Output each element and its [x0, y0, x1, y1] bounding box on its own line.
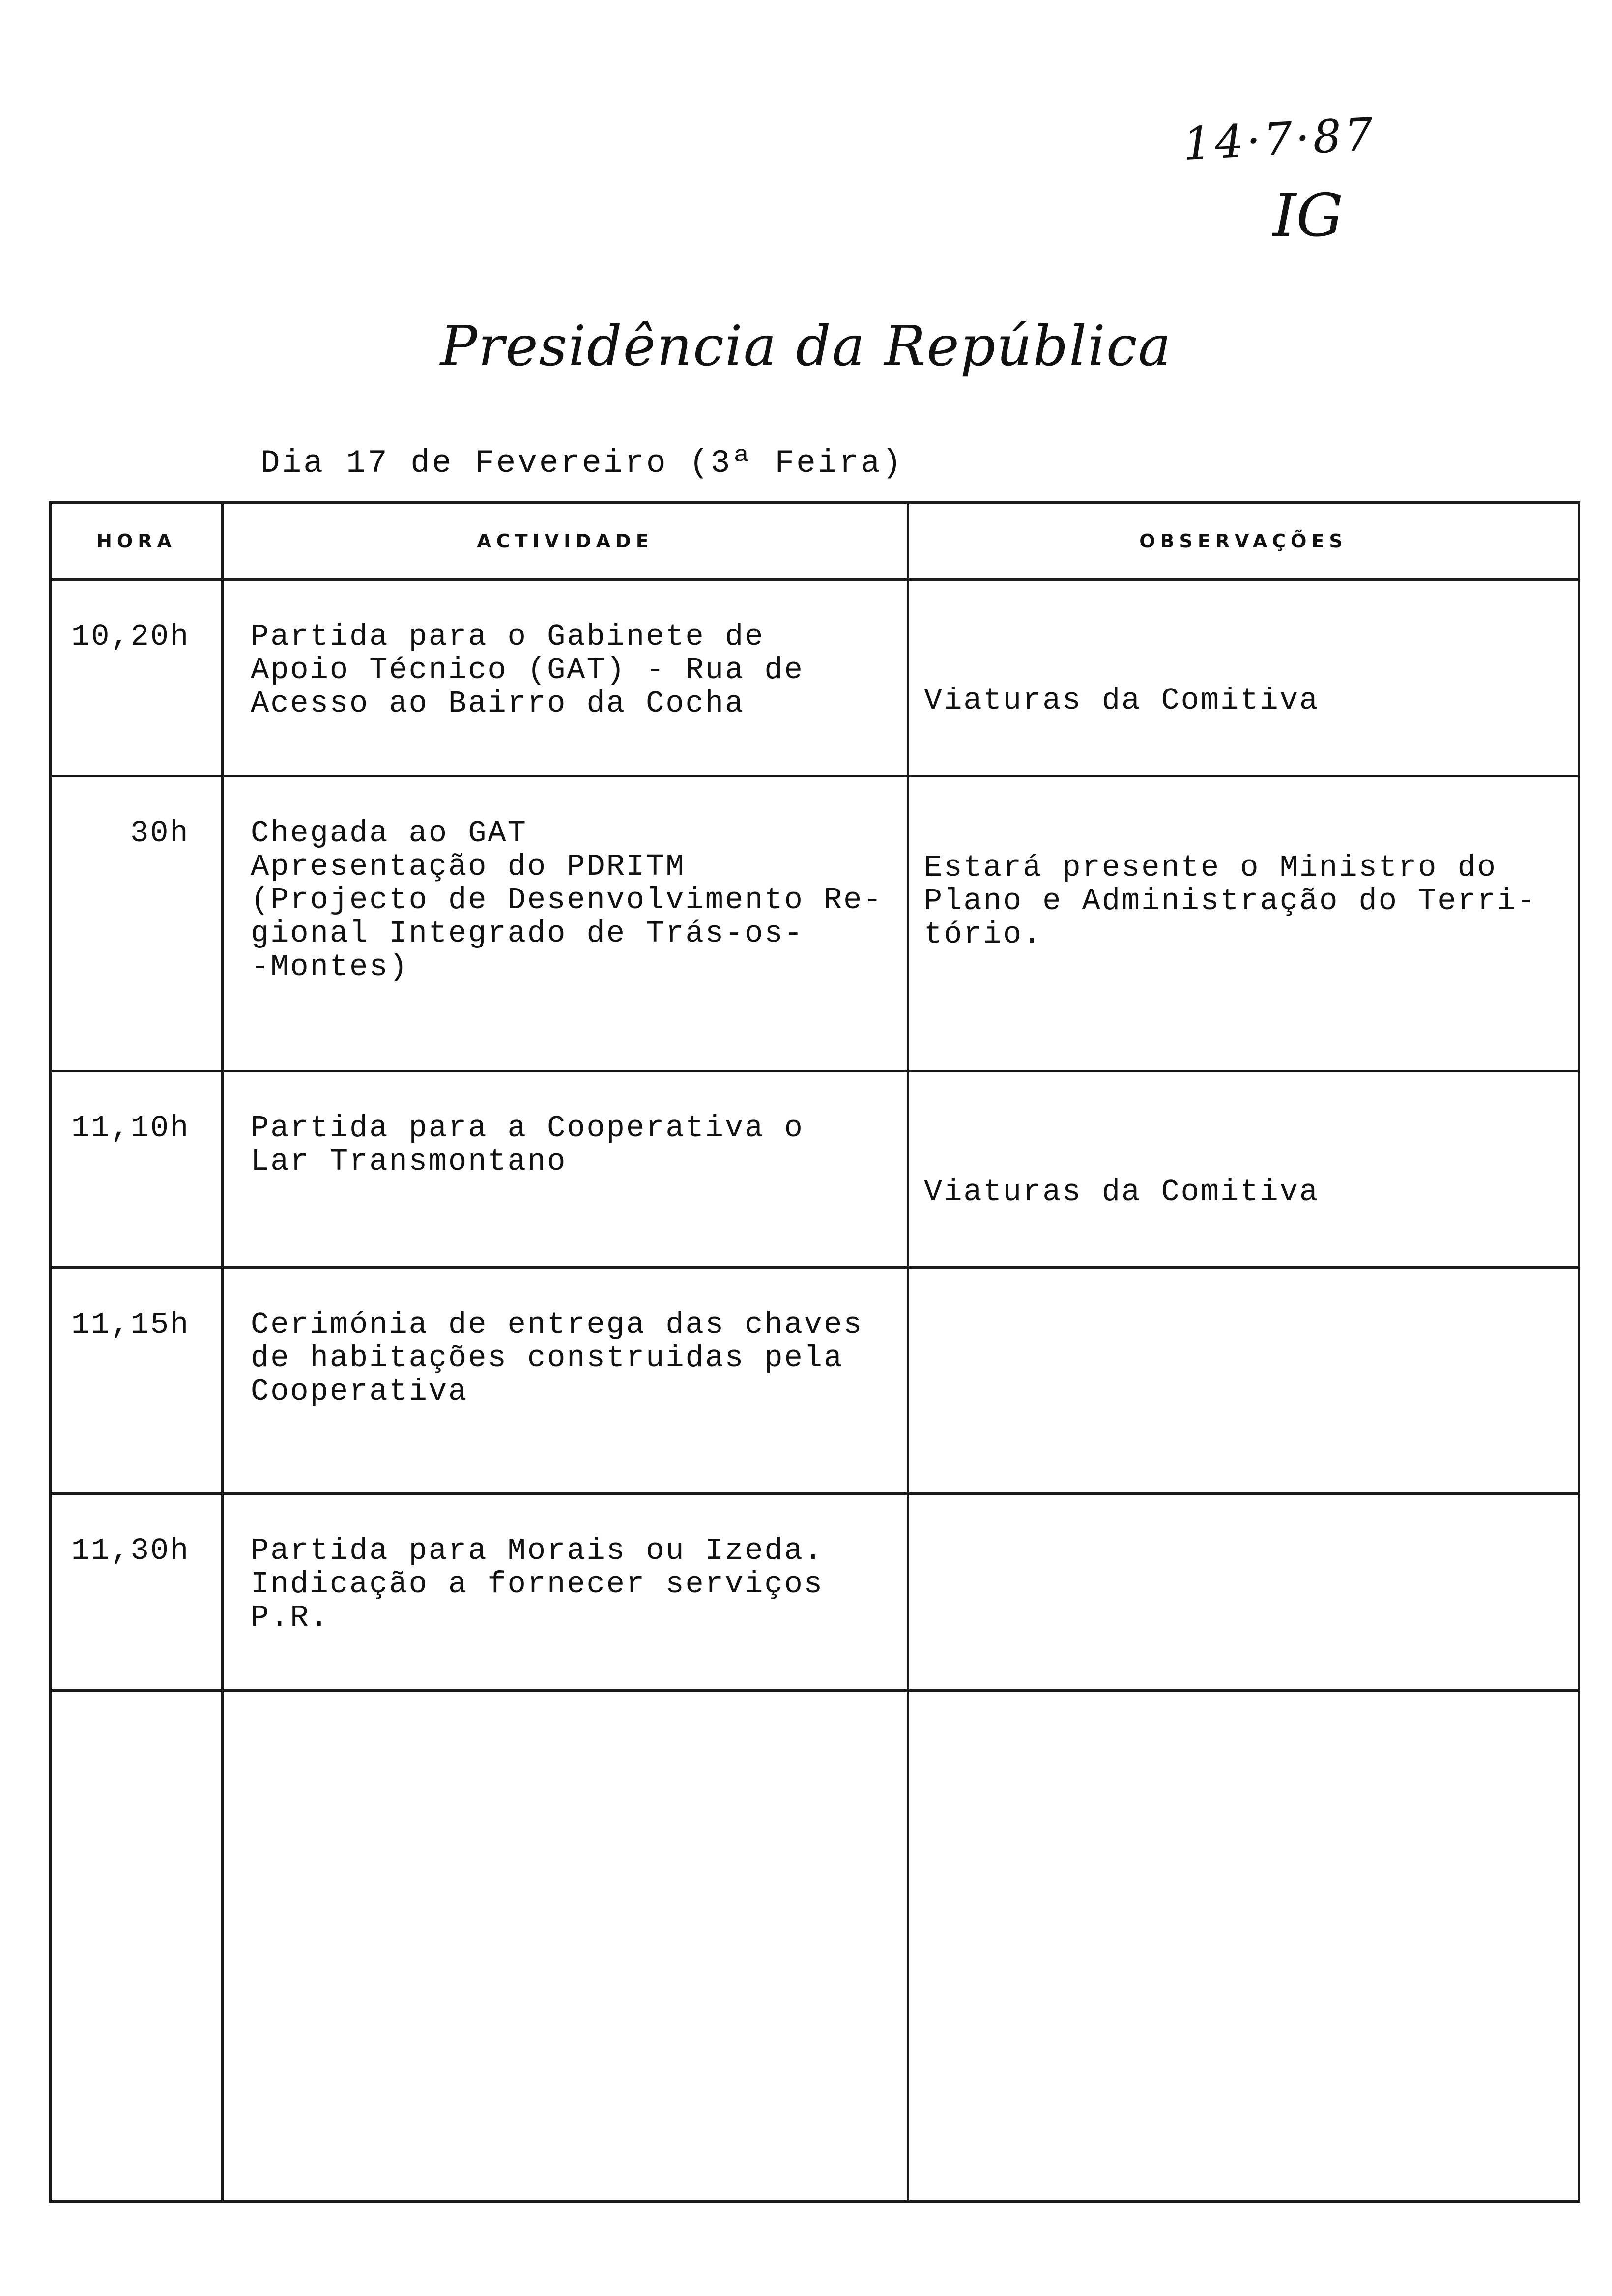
row-time: 11,15h — [51, 1268, 223, 1494]
row-observation — [908, 1494, 1579, 1691]
row-time: 11,10h — [51, 1071, 223, 1268]
letterhead-title: Presidência da República — [440, 315, 1172, 378]
schedule-date: Dia 17 de Fevereiro (3ª Feira) — [260, 445, 904, 482]
row-activity: Partida para o Gabinete de Apoio Técnico (GAT) - Rua de Acesso ao Bairro da Cocha — [223, 580, 908, 776]
table-row — [51, 1071, 1579, 1268]
empty-cell — [908, 1691, 1579, 2202]
empty-cell — [223, 1691, 908, 2202]
column-header-hora: HORA — [51, 503, 223, 580]
empty-cell — [51, 1691, 223, 2202]
row-activity: Partida para Morais ou Izeda. Indicação a fornecer serviços P.R. — [223, 1494, 908, 1691]
table-row — [51, 580, 1579, 776]
row-activity: Chegada ao GAT Apresentação do PDRITM (Projecto de Desenvolvimento Re- gional Integrado de Trás-os- -Montes) — [223, 776, 908, 1071]
header-row — [51, 503, 1579, 580]
handwritten-date: 14·7·87 — [1181, 108, 1378, 171]
row-time: 10,20h — [51, 580, 223, 776]
row-activity: Cerimónia de entrega das chaves de habitações construidas pela Cooperativa — [223, 1268, 908, 1494]
row-observation: Viaturas da Comitiva — [908, 580, 1579, 776]
column-header-actividade: ACTIVIDADE — [223, 503, 908, 580]
schedule-table — [49, 501, 1580, 2203]
row-time: 30h — [51, 776, 223, 1071]
empty-row — [51, 1691, 1579, 2202]
table-row — [51, 1494, 1579, 1691]
handwritten-initials: IG — [1273, 182, 1344, 250]
row-observation: Viaturas da Comitiva — [908, 1071, 1579, 1268]
row-observation — [908, 1268, 1579, 1494]
column-header-observacoes: OBSERVAÇÕES — [908, 503, 1579, 580]
table-row — [51, 1268, 1579, 1494]
row-observation: Estará presente o Ministro do Plano e Administração do Terri- tório. — [908, 776, 1579, 1071]
row-activity: Partida para a Cooperativa o Lar Transmontano — [223, 1071, 908, 1268]
table-row — [51, 776, 1579, 1071]
row-time: 11,30h — [51, 1494, 223, 1691]
